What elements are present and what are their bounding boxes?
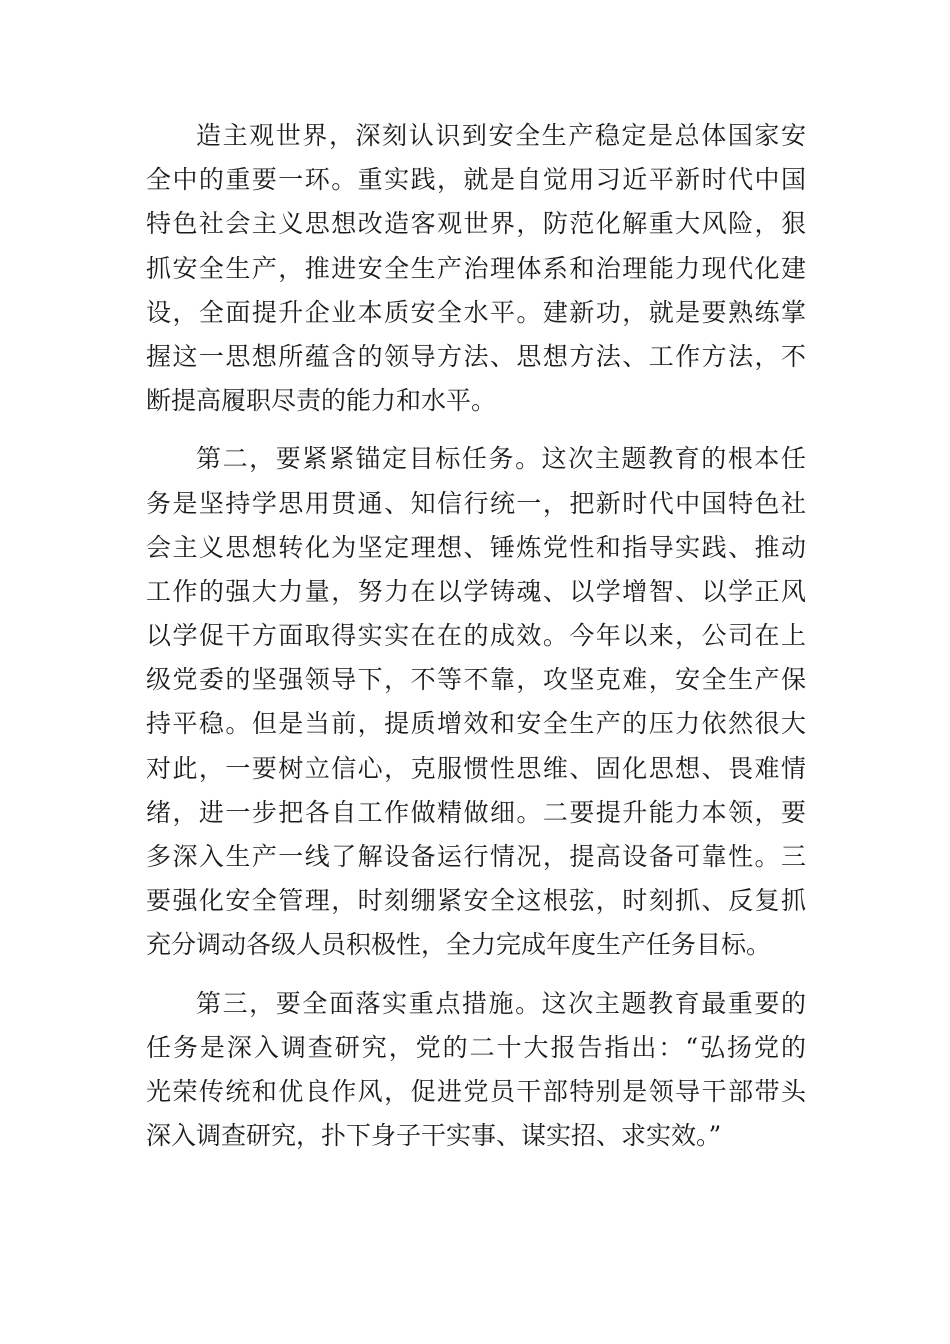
paragraph-spacer [146,968,806,982]
paragraph-spacer [146,423,806,437]
paragraph-3 [146,982,806,1159]
text-line: 断提高履职尽责的能力和水平。 [146,386,497,416]
text-line: 持平稳。但是当前，提质增效和安全生产的压力依然很大 [146,709,806,739]
text-line: 对此，一要树立信心，克服惯性思维、固化思想、畏难情 [146,753,806,783]
text-line: 要强化安全管理，时刻绷紧安全这根弦，时刻抓、反复抓 [146,886,806,916]
text-line: 绪，进一步把各自工作做精做细。二要提升能力本领，要 [146,797,806,827]
text-line: 第二，要紧紧锚定目标任务。这次主题教育的根本任 [196,444,806,474]
text-line: 设，全面提升企业本质安全水平。建新功，就是要熟练掌 [146,297,806,327]
paragraph-2 [146,437,806,967]
text-line: 务是坚持学思用贯通、知信行统一，把新时代中国特色社 [146,488,806,518]
text-line: 特色社会主义思想改造客观世界，防范化解重大风险，狠 [146,209,806,239]
text-line: 级党委的坚强领导下，不等不靠，攻坚克难，安全生产保 [146,665,806,695]
text-line: 任务是深入调查研究，党的二十大报告指出：“弘扬党的 [146,1032,806,1062]
text-line: 造主观世界，深刻认识到安全生产稳定是总体国家安 [196,121,806,150]
text-line: 多深入生产一线了解设备运行情况，提高设备可靠性。三 [146,842,806,871]
text-line: 抓安全生产，推进安全生产治理体系和治理能力现代化建 [146,253,806,283]
text-line: 握这一思想所蕴含的领导方法、思想方法、工作方法，不 [146,341,806,371]
text-line: 工作的强大力量，努力在以学铸魂、以学增智、以学正风 [146,576,806,606]
text-line: 充分调动各级人员积极性，全力完成年度生产任务目标。 [146,930,772,960]
text-line: 第三，要全面落实重点措施。这次主题教育最重要的 [196,988,806,1018]
text-line: 全中的重要一环。重实践，就是自觉用习近平新时代中国 [146,165,806,195]
text-line: 以学促干方面取得实实在在的成效。今年以来，公司在上 [146,621,806,651]
text-line: 光荣传统和优良作风，促进党员干部特别是领导干部带头 [146,1076,806,1106]
document-body [146,114,806,1158]
paragraph-1 [146,114,806,423]
text-line: 会主义思想转化为坚定理想、锤炼党性和指导实践、推动 [146,532,806,562]
text-line: 深入调查研究，扑下身子干实事、谋实招、求实效。” [146,1121,722,1151]
